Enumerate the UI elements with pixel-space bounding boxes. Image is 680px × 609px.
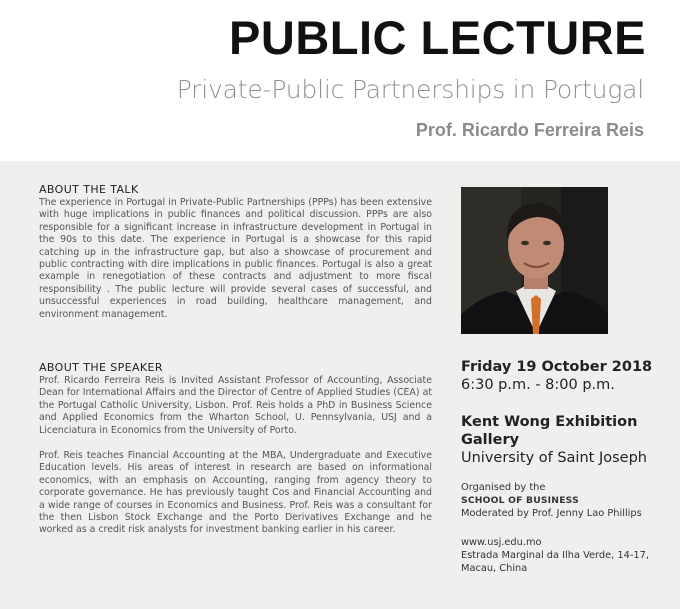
website-link[interactable]: www.usj.edu.mo — [461, 537, 542, 548]
organiser-label: Organised by the — [461, 482, 546, 493]
venue-place: University of Saint Joseph — [461, 450, 647, 466]
event-time: 6:30 p.m. - 8:00 p.m. — [461, 377, 615, 393]
page-title: PUBLIC LECTURE — [229, 11, 646, 64]
address-line-2: Macau, China — [461, 563, 528, 574]
presenter-name: Prof. Ricardo Ferreira Reis — [415, 120, 644, 140]
about-talk-heading: ABOUT THE TALK — [39, 183, 139, 196]
about-speaker-para1: Prof. Ricardo Ferreira Reis is Invited Assistant Professor of Accounting, Associate Dean for International Affairs and the Director of Centre of Applied Studies (CEA) at the Portugal Catholic University, Lisbon. Prof. Reis holds a PhD in Business Science and Applied Economics from the Wharton School, U. Pennsylvania, USJ and a Licenciatura in Economics from the University of Porto. — [39, 375, 432, 436]
address-line-1: Estrada Marginal da Ilha Verde, 14-17, — [461, 550, 649, 561]
about-talk-body: The experience in Portugal in Private-Public Partnerships (PPPs) has been extensive with huge implications in public finances and political discussion. PPPs are also responsible for a significant increase in infrastructure development in Portugal in the 90s to this date. The experience in Portugal is a showcase for this rapid catching up in the infrastructure gap, but also a showcase of procurement and public contracting with dire implications in public finances. Portugal is also a great example in renegotiation of these contracts and adjustment to more fiscal responsibility . The public lecture will provide several cases of successful, and unsuccessful experiences in road building, healthcare management, and environment management. — [39, 197, 432, 320]
moderator: Moderated by Prof. Jenny Lao Phillips — [461, 508, 642, 519]
about-speaker-para2: Prof. Reis teaches Financial Accounting at the MBA, Undergraduate and Executive Education levels. His areas of interest in research are based on informational economics, with an emphasis on Accounting, ranging from agency theory to corporate governance. He has previously taught Cos and Financial Accounting and a wide range of courses in Economics and Business. Prof. Reis was a consultant for the then Lisbon Stock Exchange and the Porto Derivatives Exchange and he worked as a credit risk analysts for investment banking earlier in his career. — [39, 450, 432, 536]
lecture-subtitle: Private-Public Partnerships in Portugal — [176, 75, 644, 104]
speaker-photo — [461, 187, 608, 334]
speaker-portrait-icon — [461, 187, 608, 334]
about-speaker-heading: ABOUT THE SPEAKER — [39, 361, 163, 374]
header-band — [0, 0, 680, 161]
event-date: Friday 19 October 2018 — [461, 359, 653, 375]
organiser-school: SCHOOL OF BUSINESS — [461, 495, 579, 506]
venue-name: Kent Wong Exhibition Gallery — [461, 414, 638, 448]
